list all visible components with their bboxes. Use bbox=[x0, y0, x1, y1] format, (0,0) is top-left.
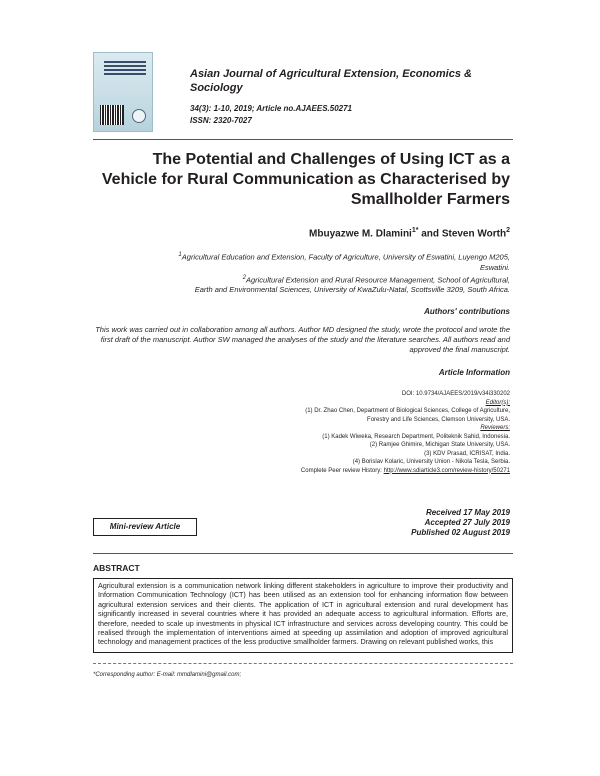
footnote-divider bbox=[93, 663, 513, 664]
doi: DOI: 10.9734/AJAEES/2019/v34i330202 bbox=[401, 391, 510, 397]
affiliations bbox=[90, 250, 510, 295]
volume-article: 34(3): 1-10, 2019; Article no.AJAEES.50271 bbox=[190, 104, 353, 113]
volume-info bbox=[190, 103, 352, 127]
author-list bbox=[100, 227, 510, 239]
corresponding-author: *Corresponding author: E-mail: mmdlamini@gmail.com; bbox=[93, 672, 242, 678]
author-1-sup: 1* bbox=[411, 227, 419, 234]
editors-label: Editor(s): bbox=[485, 399, 510, 406]
affiliation-1-line1: Agricultural Education and Extension, Faculty of Agriculture, University of Eswatini, Luyengo M205, bbox=[181, 252, 510, 262]
journal-cover-image bbox=[93, 52, 153, 132]
reviewer-1: (1) Kadek Wiweka, Research Department, Politeknik Sahid, Indonesia. bbox=[322, 433, 510, 440]
abstract-text: Agricultural extension is a communication network linking different stakeholders in agriculture to improve their productivity and Information Communication Technology (ICT) has been utilised as an extension tool for enhancing information flow between agricultural extension services and their clients. The application of ICT in agricultural extension and rural development has significantly increased in several countries where it has provided an adequate access to agricultural information. Efforts are, therefore, needed to scale up investments in physical ICT infrastructure and services across developing country. This could be realised through the implementation of interventions aimed at speeding up assimilation and adoption of improved agricultural technology and management practices of the less productive smallholder farmers. Drawing on relevant published works, this bbox=[98, 581, 508, 647]
affiliation-2-line1: Agricultural Extension and Rural Resource Management, School of Agricultural, bbox=[245, 275, 510, 284]
barcode-icon bbox=[100, 105, 124, 125]
author-2-name: Steven Worth bbox=[441, 228, 507, 240]
article-info-block bbox=[200, 390, 510, 475]
affiliation-2-line2: Earth and Environmental Sciences, University of KwaZulu-Natal, Scottsville 3209, South Africa. bbox=[194, 285, 510, 294]
abstract-box bbox=[93, 578, 513, 653]
contributions-heading: Authors' contributions bbox=[424, 307, 510, 316]
article-title: The Potential and Challenges of Using ICT as a Vehicle for Rural Communication as Characterised by Smallholder Farmers bbox=[101, 151, 510, 208]
affiliation-1-sup: 1 bbox=[178, 252, 182, 258]
journal-name: Asian Journal of Agricultural Extension, Economics & Sociology bbox=[190, 68, 472, 94]
affiliation-1 bbox=[90, 250, 510, 263]
affiliation-2-sup: 2 bbox=[242, 274, 246, 281]
article-info-heading: Article Information bbox=[438, 368, 510, 377]
publisher-logo-icon bbox=[132, 109, 146, 123]
review-history-link[interactable]: http://www.sdiarticle3.com/review-history/50271 bbox=[383, 467, 510, 474]
author-1-name: Mbuyazwe M. Dlamini bbox=[309, 228, 412, 240]
reviewer-3: (3) KDV Prasad, ICRISAT, India. bbox=[424, 450, 510, 457]
header-divider bbox=[93, 139, 513, 140]
author-conjunction: and bbox=[421, 228, 440, 240]
editor-1-line2: Forestry and Life Sciences, Clemson University, USA. bbox=[367, 416, 510, 423]
reviewer-4: (4) Borislav Kolaric, University Union - Nikola Tesla, Serbia. bbox=[352, 459, 510, 465]
cover-title-lines bbox=[104, 61, 146, 77]
published-date: Published 02 August 2019 bbox=[411, 528, 510, 537]
review-history bbox=[200, 467, 510, 476]
editor-1-line1: (1) Dr. Zhao Chen, Department of Biological Sciences, College of Agriculture, bbox=[305, 408, 510, 414]
issn: ISSN: 2320-7027 bbox=[190, 116, 252, 125]
contributions-text: This work was carried out in collaboration among all authors. Author MD designed the study, wrote the protocol and wrote the first draft of the manuscript. Author SW managed the analyses of the study and the literature searches. All authors read and approved the final manuscript. bbox=[95, 325, 510, 354]
article-type-badge: Mini-review Article bbox=[93, 518, 197, 536]
reviewers-label: Reviewers: bbox=[480, 425, 510, 431]
affiliation-1-line2: Eswatini. bbox=[479, 262, 510, 272]
review-history-label: Complete Peer review History: bbox=[300, 467, 382, 474]
reviewer-2: (2) Ramjee Ghimire, Michigan State University, USA. bbox=[369, 442, 510, 448]
accepted-date: Accepted 27 July 2019 bbox=[424, 518, 510, 527]
affiliation-2 bbox=[90, 273, 510, 286]
article-dates bbox=[330, 508, 510, 538]
abstract-heading: ABSTRACT bbox=[93, 563, 140, 573]
author-2-sup: 2 bbox=[506, 227, 510, 234]
dates-divider bbox=[93, 553, 513, 554]
received-date: Received 17 May 2019 bbox=[425, 508, 510, 517]
